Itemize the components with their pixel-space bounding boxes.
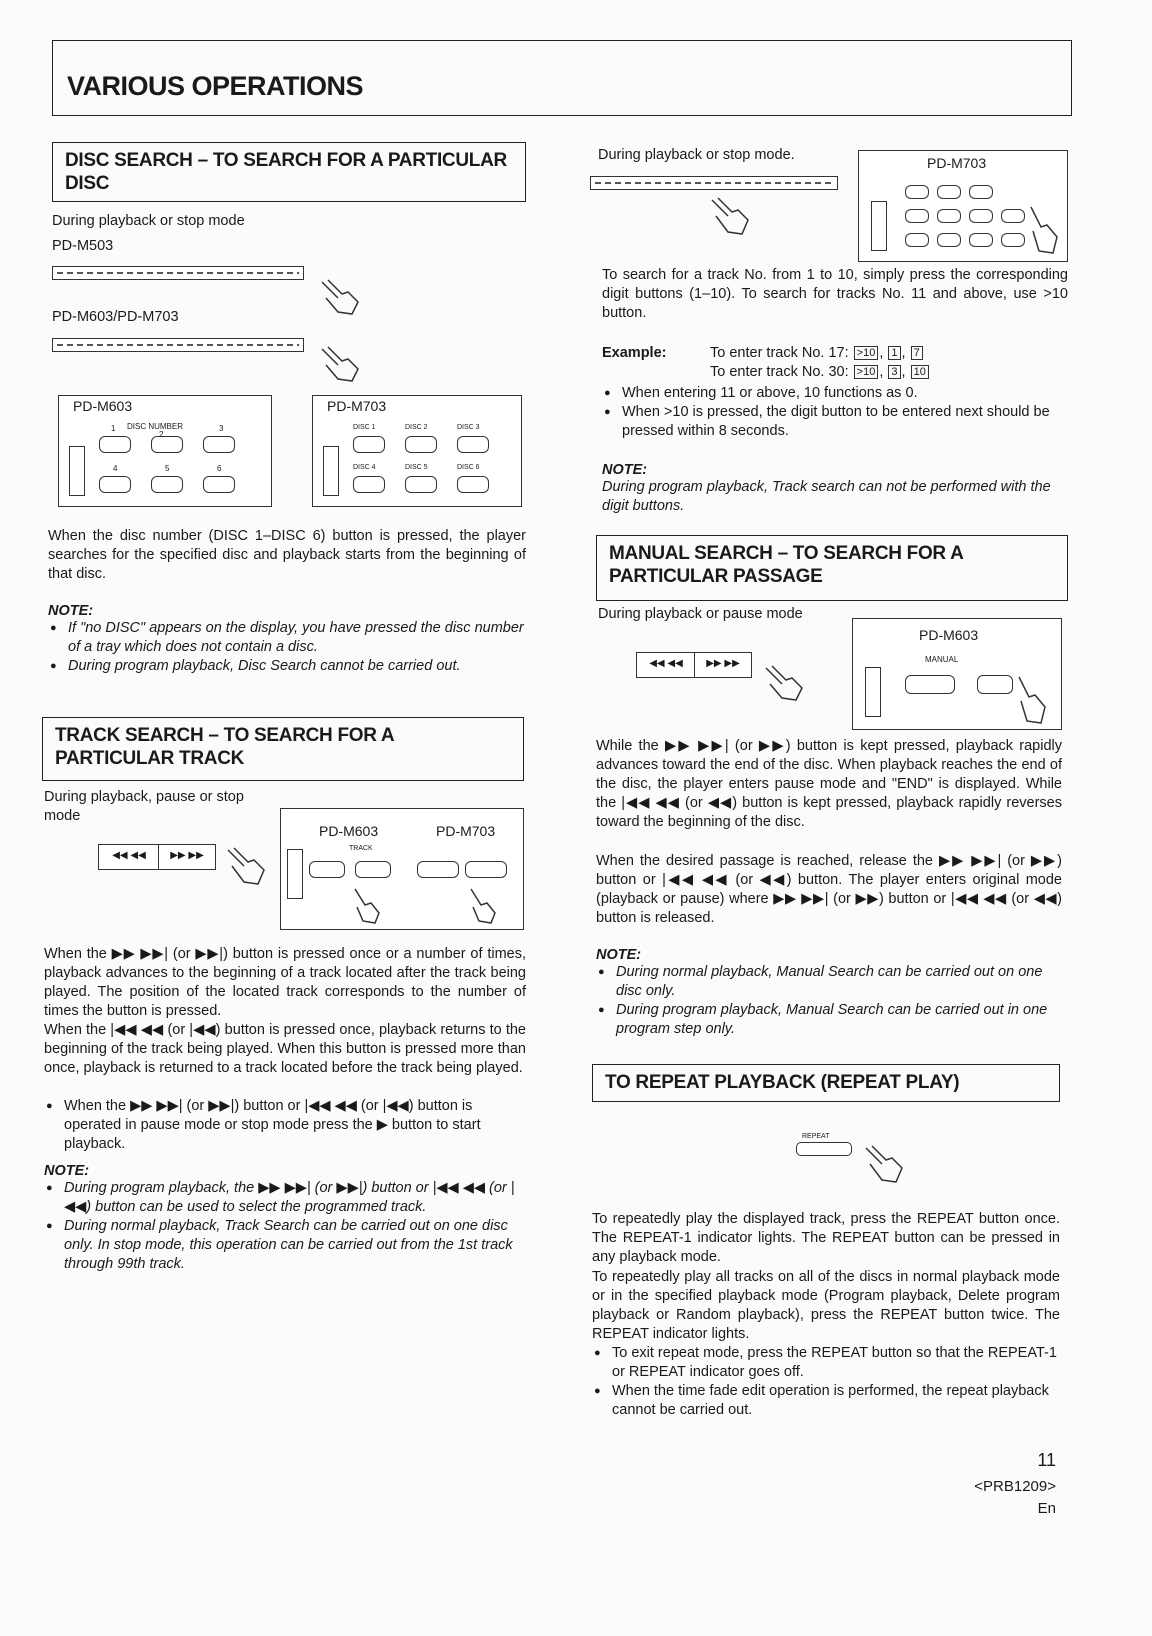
repeat-caption: REPEAT [802,1133,830,1140]
disc-3-caption: DISC 3 [457,424,480,431]
track-caption: TRACK [349,845,373,852]
track-search-note-heading: NOTE: [44,1163,90,1179]
digit-button[interactable] [937,209,961,223]
repeat-bullets [592,1344,1060,1420]
disc-search-model-m603-m703: PD-M603/PD-M703 [52,309,179,325]
track-search-bullet-1: ● When the ▶▶ ▶▶| (or ▶▶|) button or |◀◀ ◀◀ (or |◀◀) button is operated in pause mode or stop mode press the ▶ button to start playback. [44,1097,526,1154]
digit-search-bullet-2: ● When >10 is pressed, the digit button to be entered next should be pressed within 8 seconds. [602,403,1068,441]
track-pd-m703-label: PD-M703 [436,823,496,839]
disc-search-note-heading: NOTE: [48,603,94,619]
digit-search-note-heading: NOTE: [602,462,648,478]
track-search-bullets [44,1097,526,1154]
digit-button[interactable] [937,233,961,247]
disc-5-button[interactable] [405,476,437,493]
language-code: En [1037,1500,1056,1517]
manual-search-body-2: When the desired passage is reached, release the ▶▶ ▶▶| (or ▶▶) button or |◀◀ ◀◀ (or ◀◀) button. The player enters original mode (playback or pause) where ▶▶ ▶▶| (or ▶▶) button or |◀◀ ◀◀ (or ◀◀) button is released. [596,853,1062,926]
manual-search-heading: MANUAL SEARCH – TO SEARCH FOR A PARTICULAR PASSAGE [609,543,963,587]
disc-3-button[interactable] [203,436,235,453]
track-next-button[interactable] [355,861,391,878]
hand-pointer-icon [762,664,808,706]
digit-search-body: To search for a track No. from 1 to 10, simply press the corresponding digit buttons (1–10). To search for tracks No. 11 and above, use >10 button. [602,267,1068,321]
example-label: Example: [602,345,667,361]
digit-search-bullets [602,384,1068,441]
disc-4-button[interactable] [353,476,385,493]
panel-indicator-icon [69,446,85,496]
pd-m703-disc-panel [312,395,522,507]
track-previous-button[interactable] [309,861,345,878]
panel-indicator-icon [865,667,881,717]
repeat-heading: TO REPEAT PLAYBACK (REPEAT PLAY) [605,1072,960,1093]
track-search-body-2: When the |◀◀ ◀◀ (or |◀◀) button is pressed once, playback returns to the beginning of the track being played. When this button is pressed more than once, playback is returned to a track located before the track being played. [44,1022,526,1076]
manual-search-mode: During playback or pause mode [598,606,803,622]
document-code: <PRB1209> [974,1478,1056,1495]
manual-forward-button[interactable] [977,675,1013,694]
disc-2-button[interactable] [405,436,437,453]
track-next-button[interactable] [465,861,507,878]
hand-pointer-icon [862,1144,906,1188]
hand-pointer-icon [351,885,383,925]
track-previous-button[interactable] [417,861,459,878]
pd-m603-disc-panel [58,395,272,507]
disc-1-number: 1 [111,424,116,433]
manual-forward-button[interactable]: ▶▶ ▶▶ [694,652,752,678]
manual-search-note-heading: NOTE: [596,947,642,963]
over-10-key: >10 [854,365,879,379]
track-search-note-2: ● During normal playback, Track Search can be carried out on one disc only. In stop mode, this operation can be carried out from the 1st track through 99th track. [44,1217,526,1274]
hand-pointer-icon [318,278,364,318]
pd-m703-label: PD-M703 [327,398,387,414]
disc-2-caption: DISC 2 [405,424,428,431]
track-previous-button[interactable]: ◀◀ ◀◀ [98,844,160,870]
disc-button-strip-m603-m703 [52,338,304,352]
track-next-button[interactable]: ▶▶ ▶▶ [158,844,216,870]
manual-search-notes [596,947,1062,1039]
panel-indicator-icon [287,849,303,899]
disc-4-number: 4 [113,464,118,473]
track-search-note-1: ● During program playback, the ▶▶ ▶▶| (or ▶▶|) button or |◀◀ ◀◀ (or |◀◀) button can be used to select the programmed track. [44,1179,526,1217]
disc-search-heading-box [52,142,526,202]
digit-button[interactable] [1001,233,1025,247]
disc-search-mode: During playback or stop mode [52,213,245,229]
over-10-key: >10 [854,346,879,360]
track-search-mode: During playback, pause or stop mode [44,789,244,824]
disc-5-caption: DISC 5 [405,464,428,471]
disc-6-number: 6 [217,464,222,473]
disc-4-button[interactable] [99,476,131,493]
manual-search-heading-box [596,535,1068,601]
disc-search-body: When the disc number (DISC 1–DISC 6) button is pressed, the player searches for the specified disc and playback starts from the beginning of that disc. [48,528,526,582]
disc-search-note-2: ● During program playback, Disc Search cannot be carried out. [48,657,526,676]
repeat-button[interactable] [796,1142,852,1156]
disc-6-caption: DISC 6 [457,464,480,471]
track-search-body-1: When the ▶▶ ▶▶| (or ▶▶|) button is pressed once or a number of times, playback advances to the beginning of a track located after the track being played. The position of the located track corresponds to the number of times the button is pressed. [44,946,526,1019]
hand-pointer-icon [1015,673,1049,727]
digit-10-key: 10 [911,365,929,379]
example-2: To enter track No. 30: >10 , 3 , 10 [710,364,930,380]
digit-search-note-text: During program playback, Track search can not be performed with the digit buttons. [602,479,1051,514]
disc-2-button[interactable] [151,436,183,453]
digit-button[interactable] [969,185,993,199]
panel-indicator-icon [871,201,887,251]
digit-button[interactable] [969,209,993,223]
disc-3-button[interactable] [457,436,489,453]
hand-pointer-icon [467,885,499,925]
example-2-text: To enter track No. 30: [710,364,849,380]
manual-caption: MANUAL [925,655,959,664]
digit-search-mode: During playback or stop mode. [598,147,795,163]
manual-search-panel [852,618,1062,730]
disc-search-notes [48,603,526,676]
pd-m603-label: PD-M603 [73,398,133,414]
repeat-body-2: To repeatedly play all tracks on all of the discs in normal playback mode or in the specified playback mode (Program playback, Delete program playback or Random playback), press the REPEAT button twice. The REPEAT indicator lights. [592,1269,1060,1342]
digit-button[interactable] [905,209,929,223]
disc-4-caption: DISC 4 [353,464,376,471]
track-search-heading: TRACK SEARCH – TO SEARCH FOR A PARTICULAR TRACK [55,725,394,769]
track-search-notes [44,1163,526,1274]
manual-reverse-button[interactable]: ◀◀ ◀◀ [636,652,696,678]
digit-3-key: 3 [888,365,900,379]
track-search-heading-box [42,717,524,781]
hand-pointer-icon [318,345,364,385]
digit-1-key: 1 [888,346,900,360]
disc-1-button[interactable] [99,436,131,453]
digit-7-key: 7 [911,346,923,360]
repeat-heading-box [592,1064,1060,1102]
manual-reverse-button[interactable] [905,675,955,694]
disc-number-caption: DISC NUMBER [127,422,184,431]
hand-pointer-icon [224,846,268,890]
disc-5-number: 5 [165,464,170,473]
disc-3-number: 3 [219,424,224,433]
disc-6-button[interactable] [457,476,489,493]
disc-6-button[interactable] [203,476,235,493]
hand-pointer-icon [708,196,754,240]
page-title-box [52,40,1072,116]
disc-button-strip-m503 [52,266,304,280]
disc-2-number: 2 [159,430,164,439]
disc-5-button[interactable] [151,476,183,493]
repeat-body-1: To repeatedly play the displayed track, press the REPEAT button once. The REPEAT-1 indicator lights. The REPEAT button can be pressed in any playback mode. [592,1211,1060,1265]
repeat-bullet-2: ● When the time fade edit operation is performed, the repeat playback cannot be carried out. [592,1382,1060,1420]
digit-button[interactable] [905,233,929,247]
manual-search-note-1: ● During normal playback, Manual Search can be carried out on one disc only. [596,963,1062,1001]
manual-search-body-1: While the ▶▶ ▶▶| (or ▶▶) button is kept pressed, playback rapidly advances toward the end of the disc. When playback reaches the end of the disc, the player enters pause mode and "END" is displayed. While the |◀◀ ◀◀ (or ◀◀) button is kept pressed, playback rapidly reverses toward the beginning of the disc. [596,738,1062,830]
page-number: 11 [1037,1450,1056,1470]
digit-button[interactable] [969,233,993,247]
example-1: To enter track No. 17: >10 , 1 , 7 [710,345,924,361]
digit-button[interactable] [937,185,961,199]
digit-search-bullet-1: ● When entering 11 or above, 10 functions as 0. [602,384,1068,403]
digit-search-note [602,462,1068,516]
manual-pd-m603-label: PD-M603 [919,627,979,643]
page-title: VARIOUS OPERATIONS [67,71,364,101]
hand-pointer-icon [1027,203,1061,259]
panel-indicator-icon [323,446,339,496]
disc-1-button[interactable] [353,436,385,453]
track-pd-m603-label: PD-M603 [319,823,379,839]
track-search-panel [280,808,524,930]
repeat-bullet-1: ● To exit repeat mode, press the REPEAT button so that the REPEAT-1 or REPEAT indicator goes off. [592,1344,1060,1382]
digit-button[interactable] [905,185,929,199]
digit-pd-m703-label: PD-M703 [927,155,987,171]
digit-search-panel [858,150,1068,262]
manual-search-note-2: ● During program playback, Manual Search can be carried out in one program step only. [596,1001,1062,1039]
disc-search-heading: DISC SEARCH – TO SEARCH FOR A PARTICULAR DISC [65,150,507,194]
disc-search-note-1: ● If "no DISC" appears on the display, you have pressed the disc number of a tray which does not contain a disc. [48,619,526,657]
disc-1-caption: DISC 1 [353,424,376,431]
digit-button-strip [590,176,838,190]
example-1-text: To enter track No. 17: [710,345,849,361]
digit-button[interactable] [1001,209,1025,223]
disc-search-model-m503: PD-M503 [52,238,114,254]
